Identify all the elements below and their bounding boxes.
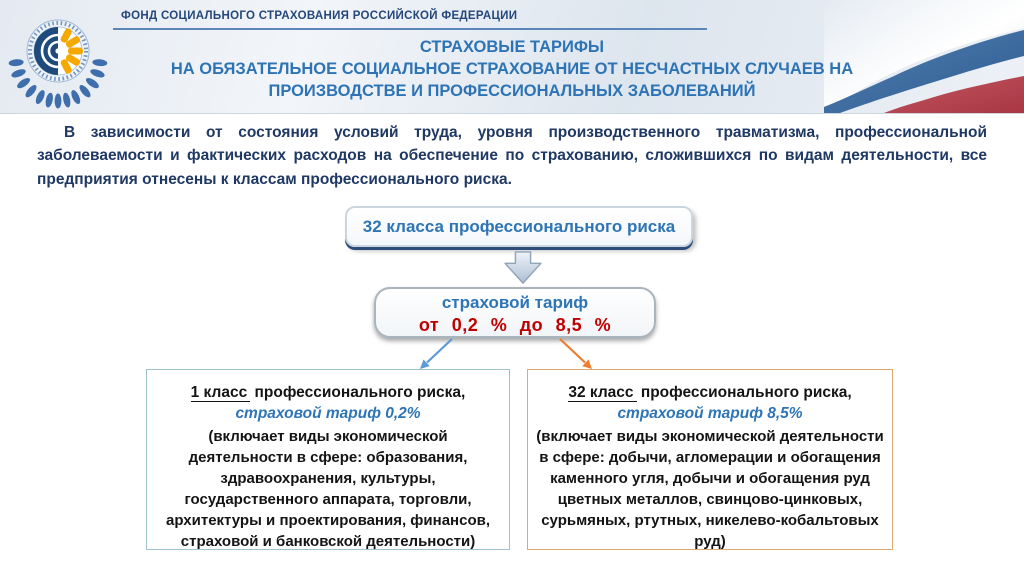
class-32-heading-rest: профессионального риска,	[636, 384, 852, 401]
tariff-box	[374, 287, 656, 338]
slide-title-line-1: СТРАХОВЫЕ ТАРИФЫ	[419, 38, 605, 56]
tariff-title: страховой тариф	[441, 293, 589, 312]
org-name-underline	[113, 28, 707, 30]
slide-title-line-3: ПРОИЗВОДСТВЕ И ПРОФЕССИОНАЛЬНЫХ ЗАБОЛЕВАНИЙ	[268, 81, 756, 100]
class-32-description: (включает виды экономической деятельности в сфере: добычи, агломерации и обогащения каменного угля, добычи и обогащения руд цветных металлов, свинцово-цинковых, сурьмяных, ртутных, никелево-кобальтовых руд)	[536, 427, 884, 550]
class-32-label: 32 класс	[568, 384, 636, 402]
slide-title-line-2: НА ОБЯЗАТЕЛЬНОЕ СОЦИАЛЬНОЕ СТРАХОВАНИЕ ОТ НЕСЧАСТНЫХ СЛУЧАЕВ НА	[170, 59, 854, 78]
risk-box-class-1	[146, 369, 510, 550]
risk-box-class-1-heading	[155, 383, 501, 404]
risk-box-class-32	[527, 369, 893, 550]
intro-paragraph: В зависимости от состояния условий труда, уровня производственного травматизма, профессиональной заболеваемости и фактических расходов на обеспечение по страхованию, сложившихся по видам деятельности, все предприятия отнесены к классам профессионального риска.	[37, 124, 987, 188]
orange-diagonal-arrow-icon	[560, 339, 592, 369]
slide-title	[0, 37, 1024, 103]
down-arrow-icon	[501, 251, 545, 285]
class-32-tariff: страховой тариф 8,5%	[617, 404, 803, 422]
connector-arrows	[380, 337, 640, 373]
class-1-description: (включает виды экономической деятельности в сфере: образования, здравоохранения, культуры, государственного аппарата, торговли, архитектуры и проектирования, финансов, страховой и банковской деятельности)	[165, 427, 491, 550]
risk-box-class-32-heading	[536, 383, 884, 404]
classes-count-label: 32 класса профессионального риска	[362, 216, 676, 236]
class-1-tariff: страховой тариф 0,2%	[235, 404, 421, 422]
org-name: ФОНД СОЦИАЛЬНОГО СТРАХОВАНИЯ РОССИЙСКОЙ ФЕДЕРАЦИИ	[121, 10, 518, 22]
fss-emblem-icon	[8, 5, 108, 109]
blue-diagonal-arrow-icon	[420, 339, 452, 369]
classes-count-box	[345, 206, 693, 247]
class-1-label: 1 класс	[191, 384, 251, 402]
class-1-heading-rest: профессионального риска,	[250, 384, 466, 401]
header-band	[0, 0, 1024, 114]
tariff-range: от 0,2 % до 8,5 %	[418, 315, 612, 335]
